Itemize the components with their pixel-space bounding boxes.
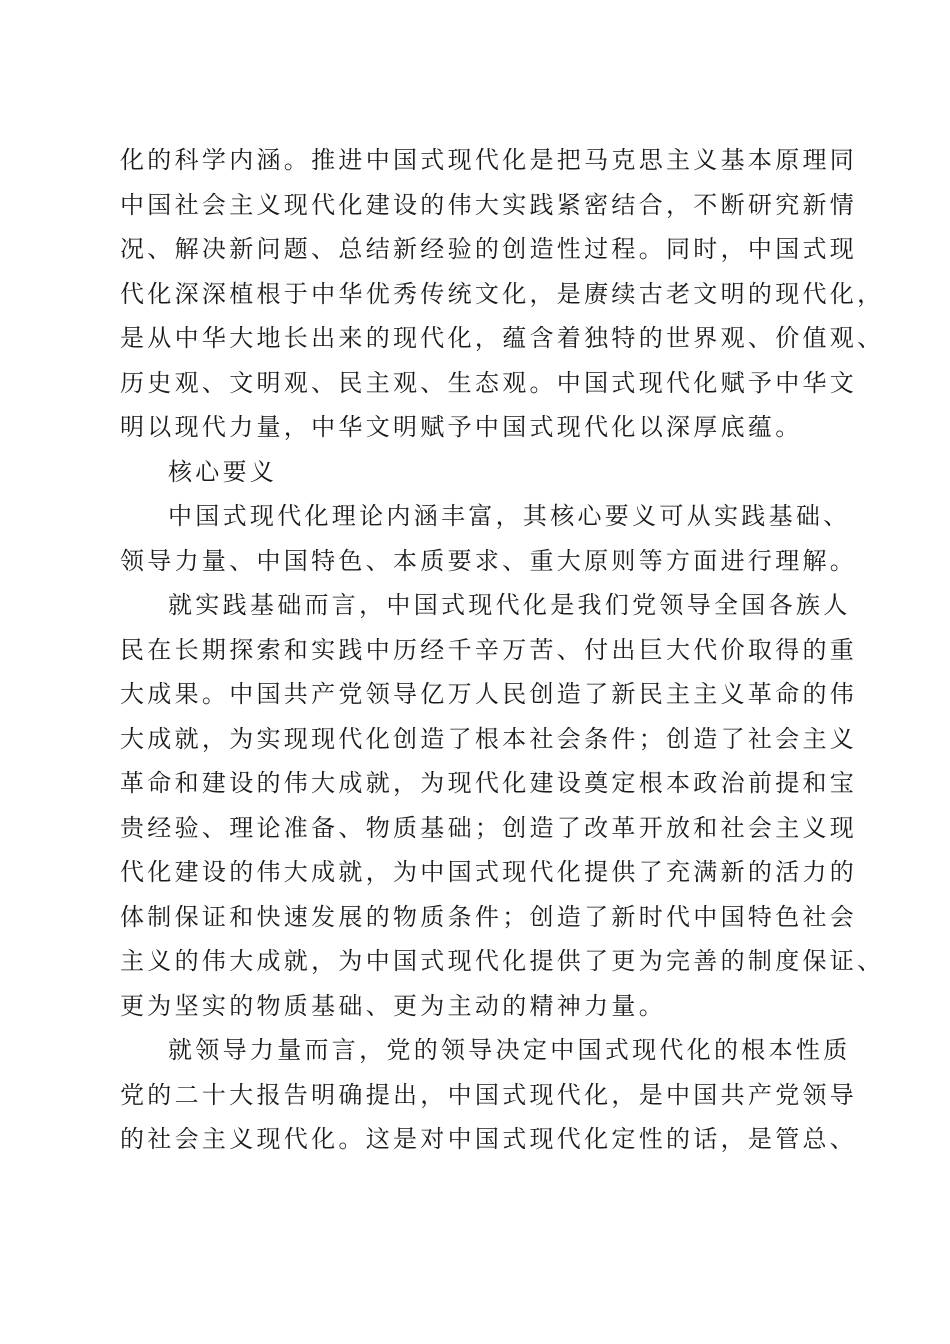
text-line: 代化深深植根于中华优秀传统文化，是赓续古老文明的现代化， — [120, 279, 885, 308]
text-line: 况、解决新问题、总结新经验的创造性过程。同时，中国式现 — [120, 235, 858, 263]
text-line: 核心要义 — [168, 457, 278, 486]
text-line: 中国式现代化理论内涵丰富，其核心要义可从实践基础、 — [168, 502, 851, 530]
text-line: 化的科学内涵。推进中国式现代化是把马克思主义基本原理同 — [120, 146, 858, 174]
text-line: 更为坚实的物质基础、更为主动的精神力量。 — [120, 991, 666, 1020]
text-line: 就实践基础而言，中国式现代化是我们党领导全国各族人 — [168, 591, 851, 619]
text-line: 是从中华大地长出来的现代化，蕴含着独特的世界观、价值观、 — [120, 324, 885, 352]
text-line: 大成就，为实现现代化创造了根本社会条件；创造了社会主义 — [120, 724, 858, 753]
text-line: 历史观、文明观、民主观、生态观。中国式现代化赋予中华文 — [120, 368, 858, 397]
text-line: 代化建设的伟大成就，为中国式现代化提供了充满新的活力的 — [120, 858, 858, 886]
text-line: 明以现代力量，中华文明赋予中国式现代化以深厚底蕴。 — [120, 413, 803, 441]
document-page — [120, 138, 885, 1162]
text-line: 革命和建设的伟大成就，为现代化建设奠定根本政治前提和宝 — [120, 769, 858, 797]
text-line: 的社会主义现代化。这是对中国式现代化定性的话，是管总、 — [120, 1125, 858, 1153]
text-line: 党的二十大报告明确提出，中国式现代化，是中国共产党领导 — [120, 1080, 858, 1109]
text-line: 中国社会主义现代化建设的伟大实践紧密结合，不断研究新情 — [120, 190, 858, 219]
text-line: 领导力量、中国特色、本质要求、重大原则等方面进行理解。 — [120, 546, 858, 575]
text-line: 贵经验、理论准备、物质基础；创造了改革开放和社会主义现 — [120, 813, 858, 842]
text-line: 就领导力量而言，党的领导决定中国式现代化的根本性质 — [168, 1036, 851, 1064]
text-line: 主义的伟大成就，为中国式现代化提供了更为完善的制度保证、 — [120, 947, 885, 975]
text-line: 民在长期探索和实践中历经千辛万苦、付出巨大代价取得的重 — [120, 635, 858, 664]
text-line: 体制保证和快速发展的物质条件；创造了新时代中国特色社会 — [120, 902, 858, 931]
text-line: 大成果。中国共产党领导亿万人民创造了新民主主义革命的伟 — [120, 680, 858, 708]
